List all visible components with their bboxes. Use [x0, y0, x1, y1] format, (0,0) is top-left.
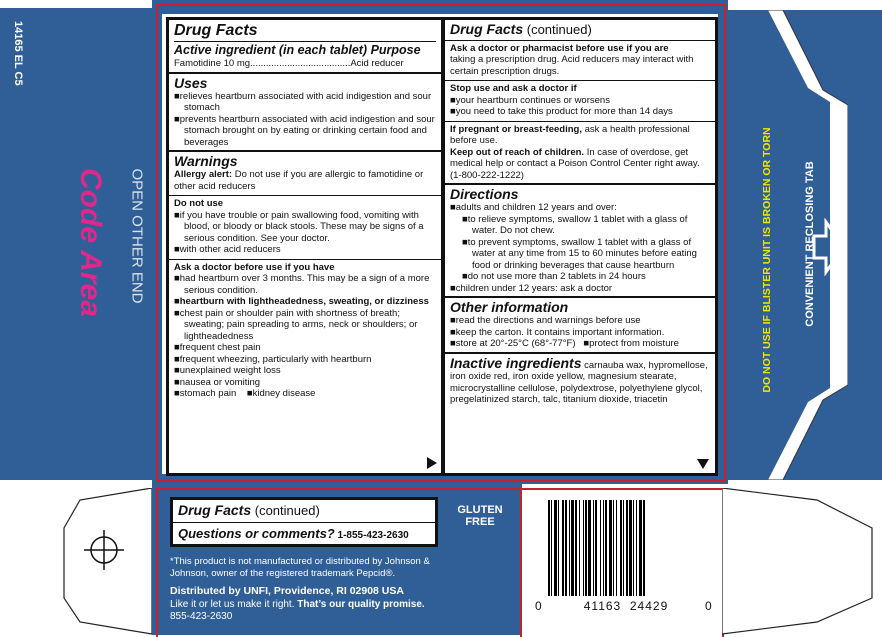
arrow-right-icon [812, 218, 846, 276]
stop-use-item: ■ your heartburn continues or worsens [450, 95, 710, 107]
inactive-ingredients-heading: Inactive ingredients [450, 354, 582, 371]
barcode [548, 500, 704, 596]
gluten-free-line-2: FREE [465, 516, 495, 528]
stop-use-item: ■ you need to take this product for more than 14 days [450, 106, 710, 118]
barcode-right-digit: 0 [705, 599, 712, 613]
barcode-bar [616, 500, 617, 596]
directions-heading: Directions [450, 186, 519, 202]
uses-section [169, 74, 441, 153]
directions-section [445, 185, 715, 298]
barcode-left-digit: 0 [535, 599, 542, 613]
barcode-bar [595, 500, 597, 596]
keep-out-text: In case of overdose, get medical help or contact a Poison Control Center right away. (1-800-222-1222) [450, 146, 700, 181]
barcode-bar [636, 500, 637, 596]
ask-doctor-item: ■ frequent chest pain [174, 342, 436, 354]
blister-warning: DO NOT USE IF BLISTER UNIT IS BROKEN OR TORN [761, 127, 773, 393]
open-other-end-label: OPEN OTHER END [128, 168, 146, 304]
barcode-bar [583, 500, 584, 596]
continue-arrow-icon [427, 457, 437, 469]
protect-item: ■ protect from moisture [583, 338, 679, 349]
barcode-bar [575, 500, 577, 596]
barcode-bar [593, 500, 594, 596]
barcode-bar [603, 500, 604, 596]
distributed-by: Distributed by UNFI, Providence, RI 02908 USA [170, 585, 404, 597]
allergy-alert [174, 169, 436, 192]
directions-item: ■ children under 12 years: ask a doctor [450, 283, 710, 295]
barcode-number: 41163 24429 [562, 599, 690, 613]
bottom-right-tab [722, 488, 882, 635]
allergy-alert-label: Allergy alert: [174, 169, 233, 180]
barcode-bar [613, 500, 614, 596]
directions-item: ■ adults and children 12 years and over: [450, 202, 710, 214]
barcode-bar [623, 500, 624, 596]
promise-bold-text: That’s our quality promise. [297, 599, 425, 610]
ask-doctor-item: ■ unexplained weight loss [174, 365, 436, 377]
barcode-bar [639, 500, 642, 596]
brand-logo: Code Area [74, 168, 107, 317]
ask-pharmacist-section [445, 20, 715, 185]
warnings-section [169, 152, 441, 402]
barcode-bar [548, 500, 550, 596]
barcode-bars [548, 500, 704, 596]
lot-code: 14165 EL C5 [12, 21, 24, 86]
continue-down-arrow-icon [697, 459, 709, 469]
store-item: ■ store at 20°-25°C (68°-77°F) [450, 338, 576, 349]
ask-pharmacist-text: taking a prescription drug. Acid reducers may interact with certain prescription drugs. [450, 54, 694, 77]
other-information-item: ■ keep the carton. It contains important information. [450, 327, 710, 339]
barcode-bar [629, 500, 632, 596]
directions-subitem: ■ do not use more than 2 tablets in 24 hours [450, 271, 710, 283]
barcode-bar [626, 500, 628, 596]
barcode-bar [551, 500, 552, 596]
drug-facts-right-column [442, 17, 718, 476]
barcode-bar [558, 500, 559, 596]
continued-label: (continued) [523, 22, 592, 37]
pregnant-label: If pregnant or breast-feeding, [450, 123, 582, 135]
barcode-bar [609, 500, 612, 596]
barcode-bar [620, 500, 622, 596]
pregnant-warning [450, 124, 710, 147]
do-not-use-item: ■ if you have trouble or pain swallowing food, vomiting with blood, or bloody or black stools. These may be signs of a serious condition. See your doctor. [174, 210, 436, 245]
barcode-bar [643, 500, 645, 596]
drug-facts-left-column [166, 17, 444, 476]
barcode-bar [585, 500, 587, 596]
barcode-bar [633, 500, 634, 596]
active-ingredient-heading: Active ingredient (in each tablet) Purpose [174, 43, 421, 57]
barcode-bar [565, 500, 567, 596]
uses-heading: Uses [174, 74, 208, 91]
barcode-bar [579, 500, 580, 596]
ask-doctor-heading: Ask a doctor before use if you have [174, 261, 335, 273]
drug-facts-title: Drug Facts [178, 502, 252, 518]
keep-out-warning [450, 147, 710, 182]
gluten-free-line-1: GLUTEN [457, 504, 503, 516]
drug-facts-continued-title [450, 22, 710, 38]
warnings-heading: Warnings [174, 153, 238, 169]
allergy-alert-text: Do not use if you are allergic to famotidine or other acid reducers [174, 169, 424, 192]
stomach-pain-item: ■ stomach pain [174, 388, 236, 399]
directions-subitem: ■ to prevent symptoms, swallow 1 tablet with a glass of water at any time from 15 to 60 minutes before eating food or drinking beverages that cause heartburn [450, 237, 710, 272]
left-flap-top-notch [0, 0, 152, 8]
barcode-bar [554, 500, 557, 596]
active-ingredient-line: Famotidine 10 mg......................................Acid reducer [174, 58, 404, 69]
barcode-bar [600, 500, 601, 596]
storage-row [450, 338, 710, 350]
quality-promise [170, 599, 510, 610]
uses-item: ■ relieves heartburn associated with acid indigestion and sour stomach [174, 91, 436, 114]
active-ingredient-section [169, 20, 441, 74]
promise-phone: 855-423-2630 [170, 611, 233, 622]
barcode-bar [588, 500, 591, 596]
questions-label: Questions or comments? [178, 526, 335, 541]
directions-subitem: ■ to relieve symptoms, swallow 1 tablet with a glass of water. Do not chew. [450, 214, 710, 237]
barcode-bar [569, 500, 570, 596]
inactive-ingredients-section [445, 354, 715, 408]
other-information-item: ■ read the directions and warnings before use [450, 315, 710, 327]
ask-doctor-item: ■ nausea or vomiting [174, 377, 436, 389]
barcode-bar [605, 500, 607, 596]
uses-item: ■ prevents heartburn associated with acid indigestion and sour stomach brought on by eating or drinking certain food and beverages [174, 114, 436, 149]
ask-doctor-item: ■ frequent wheezing, particularly with heartburn [174, 354, 436, 366]
inactive-ingredients-text: carnauba wax, hypromellose, iron oxide red, iron oxide yellow, magnesium stearate, microcrystalline cellulose, polydextrose, polyethylene glycol, pregelatinized starch, talc, titanium dioxide, triacetin [450, 359, 708, 405]
ask-doctor-item: ■ heartburn with lightheadedness, sweating, or dizziness [174, 296, 436, 308]
stop-use-heading: Stop use and ask a doctor if [450, 83, 577, 94]
ask-doctor-last-row [174, 388, 436, 400]
other-information-heading: Other information [450, 299, 569, 315]
ask-pharmacist-heading: Ask a doctor or pharmacist before use if you are [450, 42, 669, 54]
crosshair-register-icon [84, 530, 124, 570]
pregnant-text: ask a health professional before use. [450, 123, 690, 146]
barcode-bar [562, 500, 564, 596]
bottom-drug-facts-title [178, 502, 430, 520]
drug-facts-title: Drug Facts [174, 22, 258, 39]
do-not-use-item: ■ with other acid reducers [174, 244, 436, 256]
reclosing-tab-label: CONVENIENT RECLOSING TAB [804, 161, 816, 327]
kidney-disease-item: ■ kidney disease [247, 388, 316, 399]
other-information-section [445, 298, 715, 354]
barcode-bar [571, 500, 574, 596]
ask-doctor-item: ■ had heartburn over 3 months. This may be a sign of a more serious condition. [174, 273, 436, 296]
do-not-use-heading: Do not use [174, 198, 224, 209]
bottom-drug-facts-box [170, 497, 438, 547]
gluten-free-badge [448, 504, 512, 528]
drug-facts-title: Drug Facts [450, 21, 524, 37]
promise-text: Like it or let us make it right. [170, 599, 298, 610]
questions-phone: 1-855-423-2630 [334, 530, 409, 541]
continued-label: (continued) [251, 503, 320, 518]
ask-doctor-item: ■ chest pain or shoulder pain with shortness of breath; sweating; pain spreading to arms, neck or shoulders; or lightheadedness [174, 308, 436, 343]
keep-out-label: Keep out of reach of children. [450, 146, 585, 158]
questions-line [178, 525, 430, 543]
disclaimer-text: *This product is not manufactured or distributed by Johnson & Johnson, owner of the registered trademark Pepcid®. [170, 556, 430, 579]
